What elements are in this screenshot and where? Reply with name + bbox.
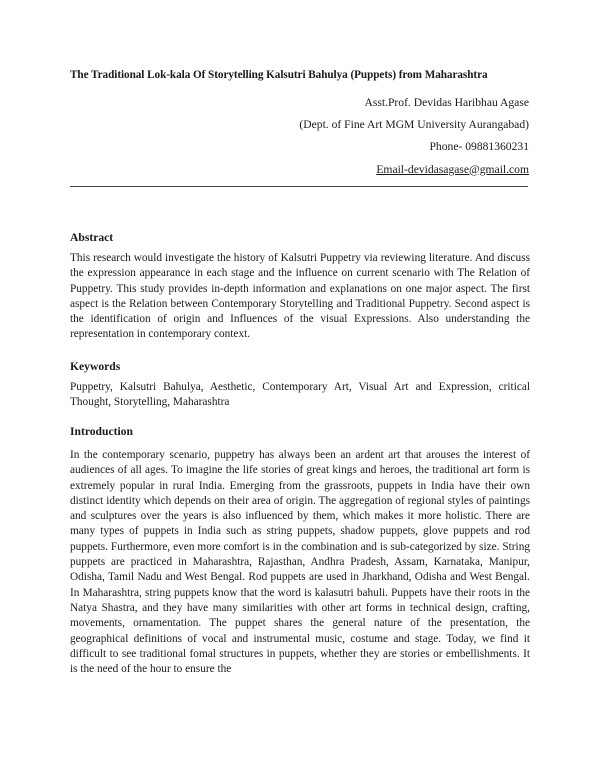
keywords-text: Puppetry, Kalsutri Bahulya, Aesthetic, Contemporary Art, Visual Art and Expression, critical Thought, Storytelling, Maharashtra — [70, 381, 530, 409]
author-affiliation: (Dept. of Fine Art MGM University Aurangabad) — [299, 118, 529, 132]
author-name: Asst.Prof. Devidas Haribhau Agase — [364, 96, 529, 109]
abstract-text: This research would investigate the history of Kalsutri Puppetry via reviewing literature. And discuss the expression appearance in each stage and the influence on current scenario with The Relation of Puppetry. This study provides in-depth information and explanations on one major aspect. The first aspect is the Relation between Contemporary Storytelling and Traditional Puppetry. Second aspect is the identification of origin and Influences of the visual Expressions. Also understanding the representation in contemporary context. — [70, 252, 530, 341]
introduction-heading: Introduction — [70, 425, 133, 438]
abstract-heading: Abstract — [70, 231, 114, 244]
author-phone: Phone- 09881360231 — [429, 140, 529, 154]
author-block — [299, 92, 529, 181]
header-divider — [70, 186, 528, 187]
author-email-link[interactable]: Email-devidasagase@gmail.com — [376, 162, 529, 176]
introduction-text: In the contemporary scenario, puppetry has always been an ardent art that arouses the interest of audiences of all ages. To imagine the life stories of great kings and heroes, the traditional art form is extremely popular in rural India. Emerging from the grassroots, puppets in India have their own distinct identity which depends on their area of origin. The aggregation of regional styles of paintings and sculptures over the years is also influenced by them, which makes it more holistic. There are many types of puppets in India such as string puppets, shadow puppets, glove puppets and rod puppets. Furthermore, even more comfort is in the combination and is sub-categorized by size. String puppets are practiced in Maharashtra, Rajasthan, Andhra Pradesh, Assam, Karnataka, Manipur, Odisha, Tamil Nadu and West Bengal. Rod puppets are used in Jharkhand, Odisha and West Bengal. In Maharashtra, string puppets know that the word is kalasutri bahuli. Puppets have their roots in the Natya Shastra, and they have many similarities with other art forms in technical design, crafting, movements, ornamentation. The puppet shares the general nature of the presentation, the geographical definitions of vocal and instrumental music, costume and stage. Today, we find it difficult to see traditional fomal structures in puppets, whether they are stories or embellishments. It is the need of the hour to ensure the — [70, 449, 530, 676]
paper-title: The Traditional Lok-kala Of Storytelling Kalsutri Bahulya (Puppets) from Maharashtra — [70, 69, 488, 81]
keywords-heading: Keywords — [70, 360, 121, 373]
